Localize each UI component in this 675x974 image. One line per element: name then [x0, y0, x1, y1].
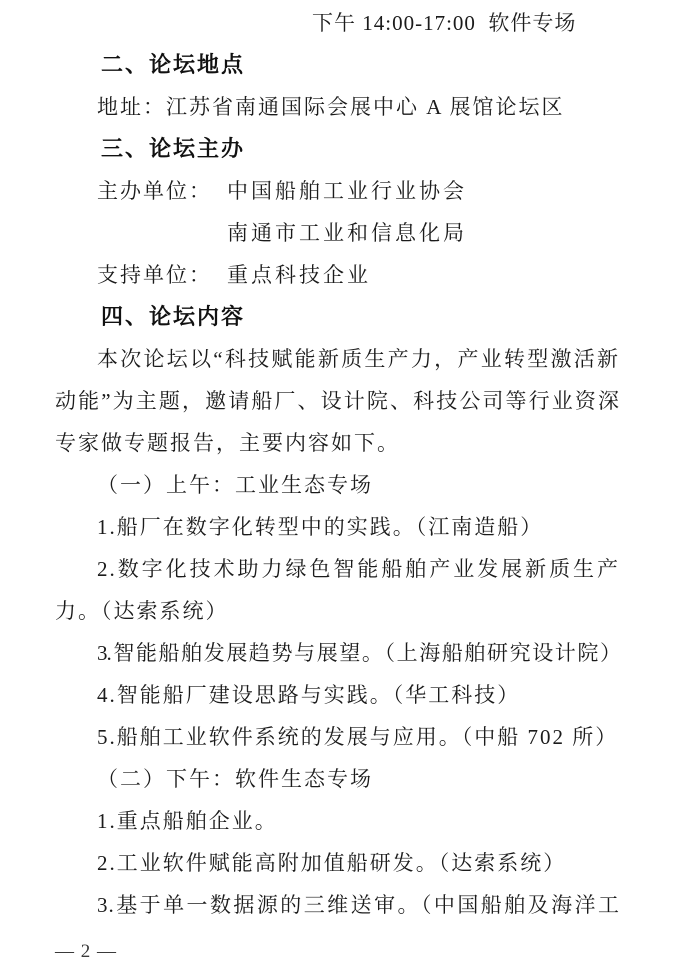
afternoon-item-1: 1.重点船舶企业。 [97, 809, 278, 833]
host-organizer-label: 主办单位： [97, 179, 212, 203]
heading-forum-location: 二、论坛地点 [101, 52, 246, 77]
afternoon-session-title: （二）下午：软件生态专场 [97, 767, 373, 791]
intro-line-2: 动能”为主题，邀请船厂、设计院、科技公司等行业资深 [55, 389, 620, 413]
host-organizer-label-spacer [55, 212, 227, 254]
morning-item-2-line-2: 力。（达索系统） [55, 599, 229, 623]
afternoon-item-3-line-1: 3.基于单一数据源的三维送审。（中国船舶及海洋工 [97, 893, 620, 917]
page-number: — 2 — [55, 941, 117, 962]
morning-item-1: 1.船厂在数字化转型中的实践。（江南造船） [97, 515, 544, 539]
heading-forum-organizer: 三、论坛主办 [101, 136, 246, 161]
morning-item-3: 3.智能船舶发展趋势与展望。（上海船舶研究设计院） [97, 641, 620, 665]
host-organizer-value-2: 南通市工业和信息化局 [227, 221, 467, 245]
afternoon-item-2: 2.工业软件赋能高附加值船研发。（达索系统） [97, 851, 567, 875]
address-line: 地址：江苏省南通国际会展中心 A 展馆论坛区 [97, 95, 565, 119]
morning-item-2-line-1: 2.数字化技术助力绿色智能船舶产业发展新质生产 [97, 557, 620, 581]
support-organizer-row [55, 254, 620, 296]
host-organizer-value-1: 中国船舶工业行业协会 [227, 179, 467, 203]
session-header: 下午 14:00-17:00 软件专场 [312, 11, 577, 35]
intro-line-1: 本次论坛以“科技赋能新质生产力，产业转型激活新 [97, 347, 620, 371]
morning-item-5: 5.船舶工业软件系统的发展与应用。（中船 702 所） [97, 725, 619, 749]
morning-session-title: （一）上午：工业生态专场 [97, 473, 373, 497]
heading-forum-content: 四、论坛内容 [101, 304, 246, 329]
support-organizer-label: 支持单位： [97, 263, 212, 287]
support-organizer-value: 重点科技企业 [227, 263, 371, 287]
host-organizer-row-2 [55, 212, 620, 254]
host-organizer-row [55, 170, 620, 212]
morning-item-4: 4.智能船厂建设思路与实践。（华工科技） [97, 683, 521, 707]
intro-line-3: 专家做专题报告，主要内容如下。 [55, 431, 400, 455]
